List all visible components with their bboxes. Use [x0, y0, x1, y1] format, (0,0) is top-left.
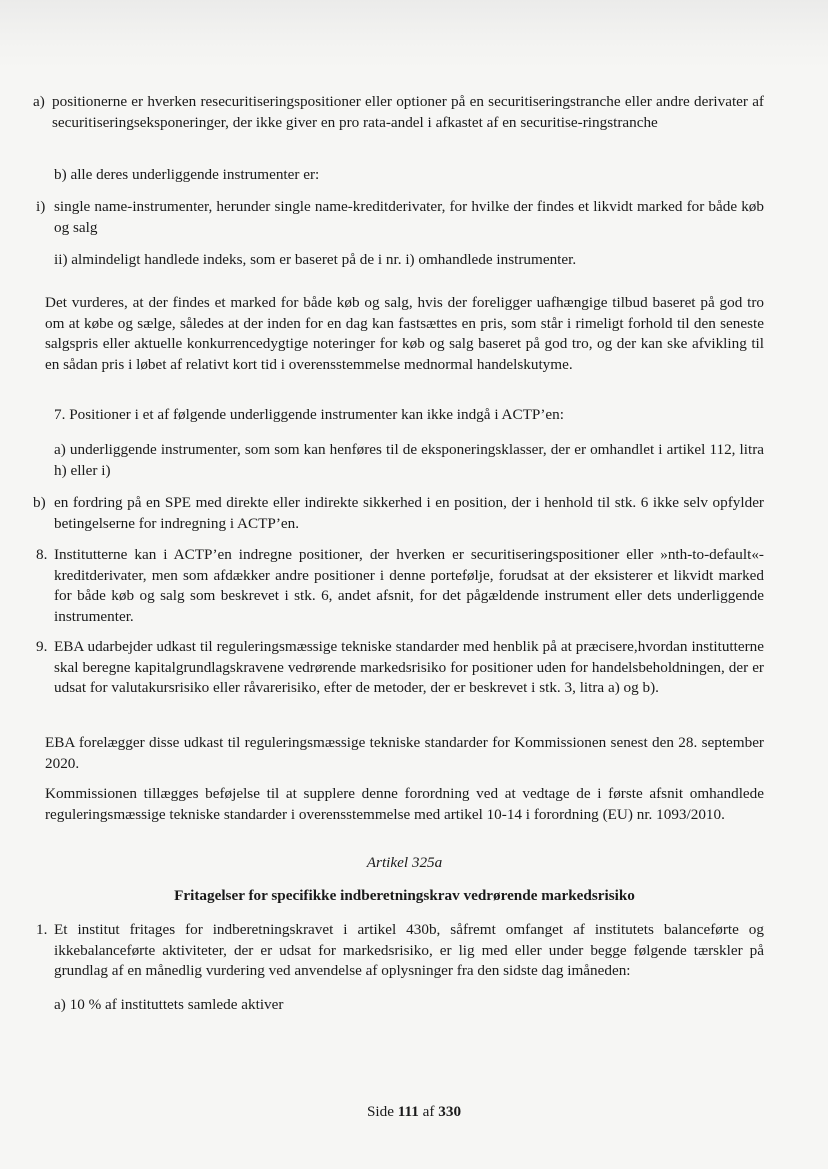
- paragraph-text: Kommissionen tillægges beføjelse til at supplere denne forordning ved at vedtage de i første afsnit omhandlede reguleringsmæssige tekniske standarder i overensstemmelse med artikel 10-14 i forordning (EU) nr. 1093/2010.: [45, 785, 764, 823]
- section-number: 9.: [36, 638, 48, 655]
- article-section-1-item-a: [54, 995, 764, 1016]
- list-item-text: a) underliggende instrumenter, som som kan henføres til de eksponeringsklasser, der er omhandlet i artikel 112, litra h) eller i): [54, 441, 764, 479]
- section-7: [54, 405, 764, 426]
- page-footer: [0, 1103, 828, 1121]
- section-7-item-b: [33, 493, 764, 534]
- section-9: [36, 637, 764, 699]
- article-heading: [45, 886, 764, 907]
- article-heading-text: Fritagelser for specifikke indberetningskrav vedrørende markedsrisiko: [174, 887, 635, 904]
- list-item-text: a) 10 % af instituttets samlede aktiver: [54, 996, 284, 1013]
- section-7-item-a: [54, 440, 764, 481]
- list-item-b: [54, 165, 764, 186]
- paragraph-text: EBA forelægger disse udkast til reguleringsmæssige tekniske standarder for Kommissionen senest den 28. september 2020.: [45, 734, 764, 772]
- current-page-number: 111: [397, 1103, 419, 1120]
- list-item-a: [33, 92, 764, 133]
- list-marker: a): [33, 93, 45, 110]
- list-item-text: positionerne er hverken resecuritiseringspositioner eller optioner på en securitiseringstranche eller andre derivater af securitiseringseksponeringer, der ikke giver en pro rata-andel i afkastet af en securitise-ringstranche: [52, 93, 764, 131]
- section-text: Et institut fritages for indberetningskravet i artikel 430b, såfremt omfanget af institutets balanceførte og ikkebalanceførte aktiviteter, der er udsat for markedsrisiko, er lig med eller under begge følgende tærskler på grundlag af en månedlig vurdering ved anvendelse af oplysninger fra den sidste dag imåneden:: [54, 921, 764, 979]
- paragraph-eba-deadline: [45, 733, 764, 774]
- list-item-i: [36, 197, 764, 238]
- article-number: [45, 853, 764, 874]
- list-marker: i): [36, 198, 46, 215]
- list-item-text: ii) almindeligt handlede indeks, som er baseret på de i nr. i) omhandlede instrumenter.: [54, 251, 577, 268]
- section-number: 8.: [36, 546, 48, 563]
- list-item-text: b) alle deres underliggende instrumenter er:: [54, 166, 320, 183]
- section-number: 1.: [36, 921, 48, 938]
- footer-prefix: Side: [366, 1103, 398, 1120]
- list-item-text: en fordring på en SPE med direkte eller indirekte sikkerhed i en position, der i henhold til stk. 6 ikke selv opfylder betingelserne for indregning i ACTP’en.: [54, 494, 764, 532]
- paragraph-commission: [45, 784, 764, 825]
- section-8: [36, 545, 764, 627]
- article-section-1: [36, 920, 764, 982]
- list-marker: b): [33, 494, 46, 511]
- list-item-text: single name-instrumenter, herunder single name-kreditderivater, for hvilke der findes et likvidt marked for både køb og salg: [54, 198, 764, 236]
- article-title: Artikel 325a: [366, 854, 443, 871]
- paragraph-market-definition: [45, 293, 764, 375]
- paragraph-text: Det vurderes, at der findes et marked for både køb og salg, hvis der foreligger uafhængige tilbud baseret på god tro om at købe og sælge, således at der inden for en dag kan fastsættes en pris, som står i rimeligt forhold til den seneste salgspris eller aktuelle konkurrencedygtige noteringer for køb og salg baseret på god tro, og der kan ske afvikling til en sådan pris i løbet af relativt kort tid i overensstemmelse mednormal handelskutyme.: [45, 294, 764, 373]
- section-text: Institutterne kan i ACTP’en indregne positioner, der hverken er securitiseringspositioner eller »nth-to-default«-kreditderivater, men som afdækker andre positioner i denne portefølje, forudsat at der eksisterer et likvidt marked for både køb og salg som beskrevet i stk. 6, andet afsnit, for det pågældende instrument eller dets underliggende instrumenter.: [54, 546, 764, 625]
- footer-middle: af: [418, 1103, 439, 1120]
- scan-shadow-band: [0, 0, 828, 70]
- section-text: EBA udarbejder udkast til reguleringsmæssige tekniske standarder med henblik på at præcisere,hvordan institutterne skal beregne kapitalgrundlagskravene vedrørende markedsrisiko for positioner uden for handelsbeholdningen, der er udsat for valutakursrisiko eller råvarerisiko, efter de metoder, der er beskrevet i stk. 3, litra a) og b).: [54, 638, 764, 696]
- total-pages: 330: [438, 1103, 462, 1120]
- section-text: 7. Positioner i et af følgende underliggende instrumenter kan ikke indgå i ACTP’en:: [54, 406, 564, 423]
- list-item-ii: [54, 250, 764, 271]
